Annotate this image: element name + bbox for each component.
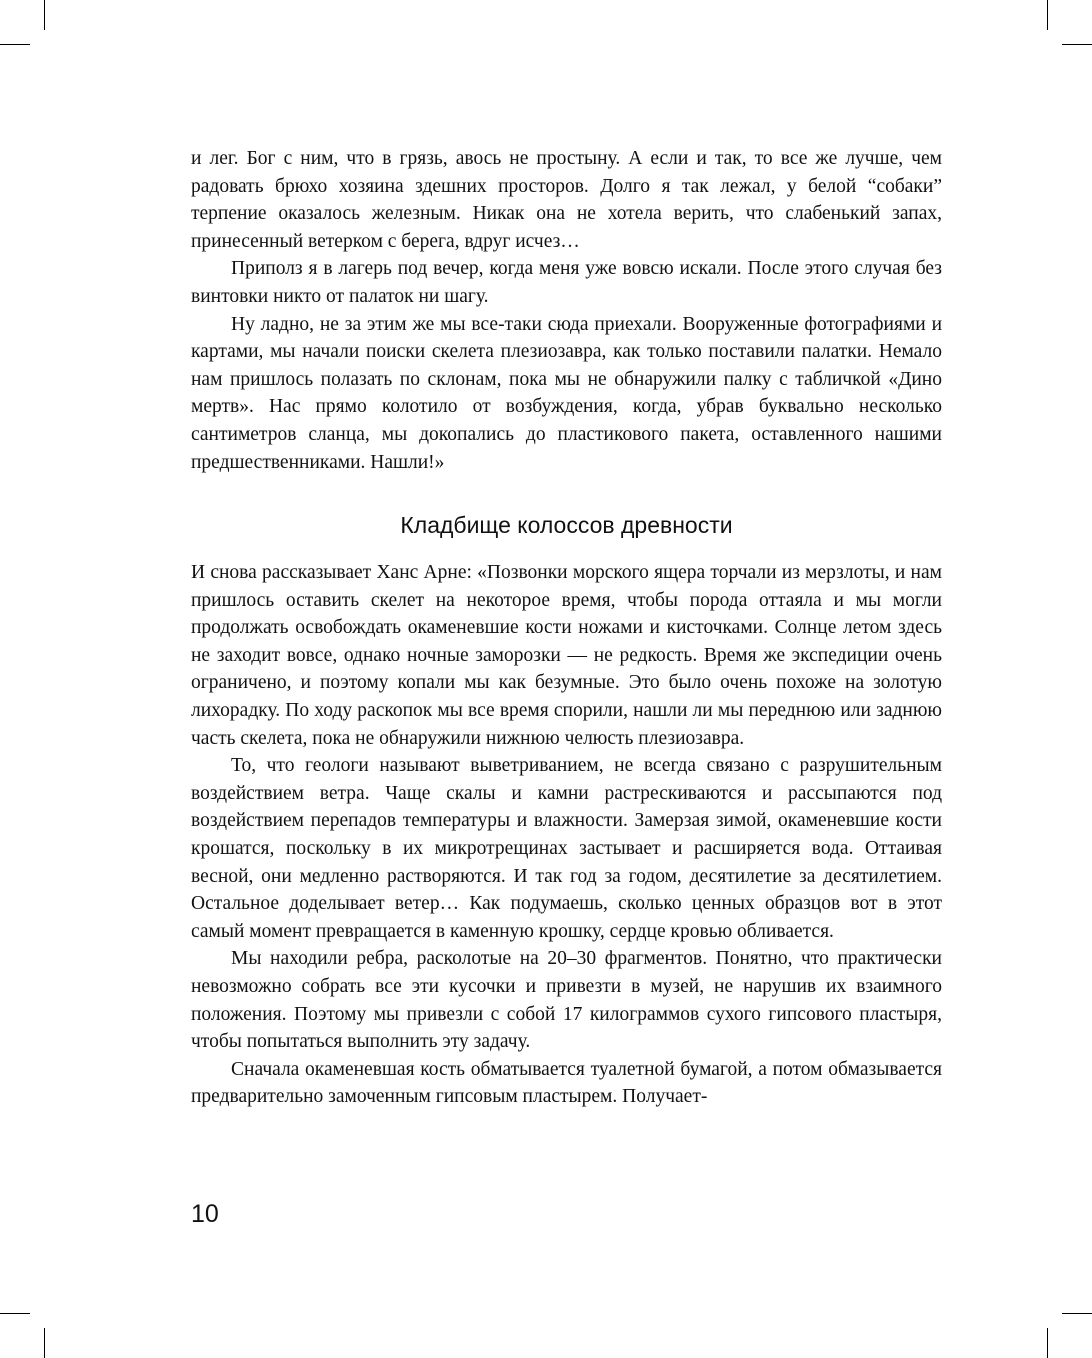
crop-mark-bottom-left-vertical: [44, 1328, 45, 1358]
crop-mark-top-right-horizontal: [1062, 44, 1092, 45]
crop-mark-top-left-horizontal: [0, 44, 30, 45]
paragraph-first: И снова рассказывает Ханс Арне: «Позвонки морского ящера торчали из мерзлоты, и нам пришлось оставить скелет на некоторое время, чтобы порода оттаяла и мы могли продолжать освобождать окаменевшие кости ножами и кисточками. Солнце летом здесь не заходит вовсе, однако ночные заморозки — не редкость. Время же экспедиции очень ограничено, и поэтому копали мы как безумные. Это было очень похоже на золотую лихорадку. По ходу раскопок мы все время спорили, нашли ли мы переднюю или заднюю часть скелета, пока не обнаружили нижнюю челюсть плезиозавра.: [191, 562, 942, 749]
paragraph: Мы находили ребра, расколотые на 20–30 фрагментов. Понятно, что практически невозможно собрать все эти кусочки и привезти в музей, не нарушив их взаимного положения. Поэтому мы привезли с собой 17 килограммов сухого гипсового пластыря, чтобы попытаться выполнить эту задачу.: [191, 948, 942, 1053]
page-number: 10: [191, 1200, 219, 1228]
crop-mark-bottom-right-vertical: [1047, 1328, 1048, 1358]
paragraph-continued: и лег. Бог с ним, что в грязь, авось не простыну. А если и так, то все же лучше, чем радовать брюхо хозяина здешних просторов. Долго я так лежал, у белой “собаки” терпение оказалось железным. Никак она не хотела верить, что слабенький запах, принесенный ветерком с берега, вдруг исчез…: [191, 148, 942, 252]
body-text-top: [191, 145, 942, 476]
paragraph: То, что геологи называют выветриванием, не всегда связано с разрушительным воздействием ветра. Чаще скалы и камни растрескиваются и рассыпаются под воздействием перепадов температуры и влажности. Замерзая зимой, окаменевшие кости крошатся, поскольку в их микротрещинах застывает и расширяется вода. Оттаивая весной, они медленно растворяются. И так год за годом, десятилетие за десятилетием. Остальное доделывает ветер… Как подумаешь, сколько ценных образцов вот в этот самый момент превращается в каменную крошку, сердце кровью обливается.: [191, 755, 942, 942]
crop-mark-bottom-right-horizontal: [1062, 1313, 1092, 1314]
section-heading: Кладбище колоссов древности: [400, 512, 733, 538]
crop-mark-top-left-vertical: [44, 0, 45, 30]
body-text-bottom: [191, 559, 942, 1111]
crop-mark-bottom-left-horizontal: [0, 1313, 30, 1314]
paragraph: Сначала окаменевшая кость обматывается туалетной бумагой, а потом обмазывается предварительно замоченным гипсовым пластырем. Получает-: [191, 1058, 942, 1108]
crop-mark-top-right-vertical: [1047, 0, 1048, 30]
paragraph: Приполз я в лагерь под вечер, когда меня уже вовсю искали. После этого случая без винтовки никто от палаток ни шагу.: [191, 258, 942, 307]
paragraph: Ну ладно, не за этим же мы все-таки сюда приехали. Вооруженные фотографиями и картами, мы начали поиски скелета плезиозавра, как только поставили палатки. Немало нам пришлось полазать по склонам, пока мы не обнаружили палку с табличкой «Дино мертв». Нас прямо колотило от возбуждения, когда, убрав буквально несколько сантиметров сланца, мы докопались до пластикового пакета, оставленного нашими предшественниками. Нашли!»: [191, 313, 942, 473]
